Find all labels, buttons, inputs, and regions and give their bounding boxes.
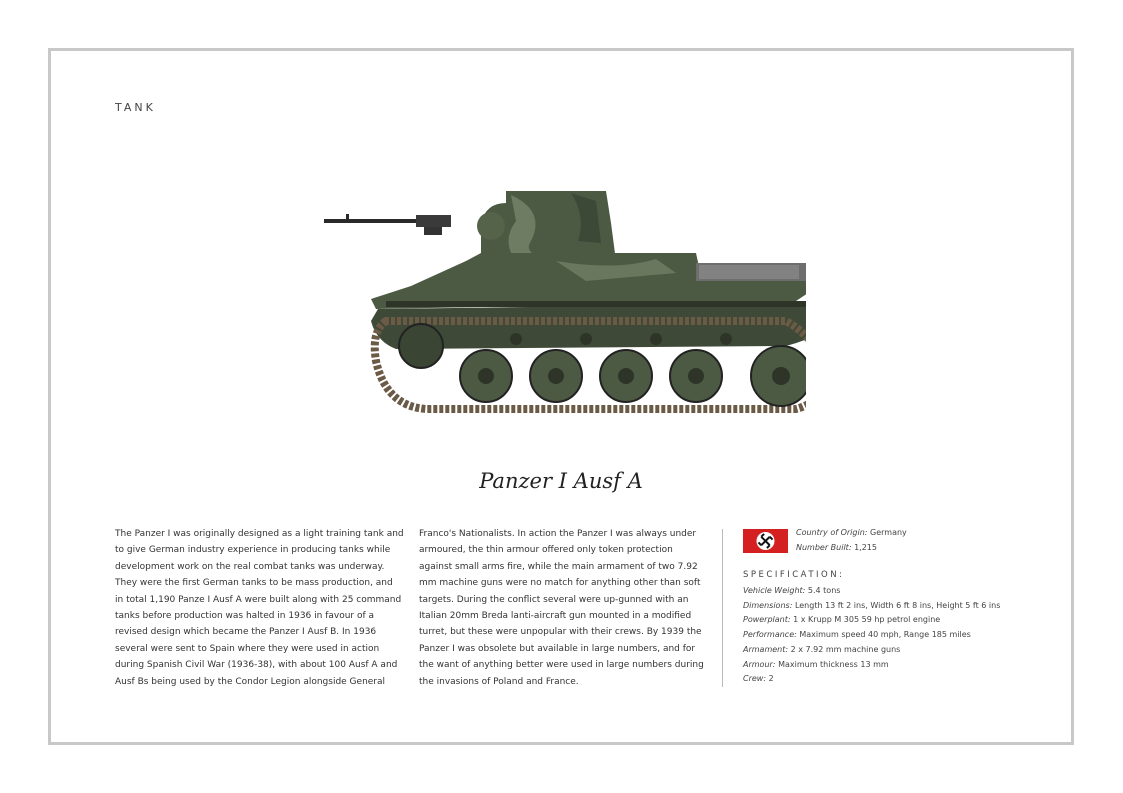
national-flag-icon xyxy=(743,529,788,553)
spec-label: Vehicle Weight: xyxy=(743,586,806,595)
description-line: the want of anything better were used in large numbers during xyxy=(419,660,704,671)
description-line: turret, but these were unpopular with their crews. By 1939 the xyxy=(419,627,702,638)
description-line: several were sent to Spain where they were used in action xyxy=(115,643,380,654)
spec-value: 1 x Krupp M 305 59 hp petrol engine xyxy=(793,615,941,625)
spec-item-crew xyxy=(743,672,1000,687)
spec-item-powerplant xyxy=(743,613,1000,628)
spec-value: Maximum speed 40 mph, Range 185 miles xyxy=(799,630,971,640)
description-line: armoured, the thin armour offered only token protection xyxy=(419,545,673,556)
spec-value: Maximum thickness 13 mm xyxy=(778,659,889,669)
vehicle-title: Panzer I Ausf A xyxy=(479,469,643,493)
description-line: tanks before production was halted in 1936 in favour of a xyxy=(115,611,375,622)
gun-barrel xyxy=(324,214,451,235)
description-line: Ausf Bs being used by the Condor Legion alongside General xyxy=(115,676,386,687)
specification-heading: SPECIFICATION: xyxy=(743,570,845,580)
description-line: the invasions of Poland and France. xyxy=(419,676,579,687)
spec-value: Length 13 ft 2 ins, Width 6 ft 8 ins, Height 5 ft 6 ins xyxy=(794,600,1001,610)
spec-label: Armour: xyxy=(743,659,776,669)
description-line: targets. During the conflict several were up-gunned with an xyxy=(419,594,689,605)
spec-value: 5.4 tons xyxy=(807,586,841,595)
country-of-origin xyxy=(796,525,907,540)
built-value: 1,215 xyxy=(854,543,877,552)
description-line: during Spanish Civil War (1936-38), with about 100 Ausf A and xyxy=(115,660,398,671)
spec-value: 2 xyxy=(768,674,774,684)
poster-frame xyxy=(48,48,1074,745)
origin-info xyxy=(796,525,907,555)
spec-item-dimensions xyxy=(743,599,1000,614)
country-value: Germany xyxy=(870,528,907,537)
spec-label: Dimensions: xyxy=(743,600,793,610)
spec-label: Crew: xyxy=(743,674,767,684)
description-line: revised design which became the Panzer I Ausf B. In 1936 xyxy=(115,627,377,638)
description-line: The Panzer I was originally designed as a light training tank and xyxy=(115,529,404,539)
description-line: development work on the real combat tanks was underway. xyxy=(115,561,385,572)
category-label: TANK xyxy=(115,101,156,114)
country-label: Country of Origin: xyxy=(796,528,868,537)
description-column-1 xyxy=(115,526,405,690)
spec-item-armament xyxy=(743,643,1000,658)
spec-item-weight xyxy=(743,584,1000,599)
specification-list xyxy=(743,584,1000,687)
description-line: Italian 20mm Breda lanti-aircraft gun mounted in a modified xyxy=(419,611,692,622)
column-divider xyxy=(722,529,723,687)
spec-label: Armament: xyxy=(743,644,789,654)
spec-item-performance xyxy=(743,628,1000,643)
tank-illustration xyxy=(316,181,806,416)
description-line: mm machine guns were no match for anything other than soft xyxy=(419,578,701,589)
description-line: They were the first German tanks to be mass production, and xyxy=(115,578,393,589)
description-line: to give German industry experience in producing tanks while xyxy=(115,545,391,556)
description-line: Panzer I was obsolete but available in large numbers, and for xyxy=(419,643,696,654)
description-line: against small arms fire, while the main armament of two 7.92 xyxy=(419,561,698,572)
description-line: Franco's Nationalists. In action the Panzer I was always under xyxy=(419,529,697,539)
spec-value: 2 x 7.92 mm machine guns xyxy=(790,644,901,654)
built-label: Number Built: xyxy=(796,543,852,552)
spec-label: Powerplant: xyxy=(743,615,791,625)
description-column-2 xyxy=(419,526,709,690)
spec-label: Performance: xyxy=(743,630,797,640)
description-line: in total 1,190 Panze I Ausf A were built along with 25 command xyxy=(115,594,402,605)
number-built xyxy=(796,540,907,555)
spec-item-armour xyxy=(743,658,1000,673)
